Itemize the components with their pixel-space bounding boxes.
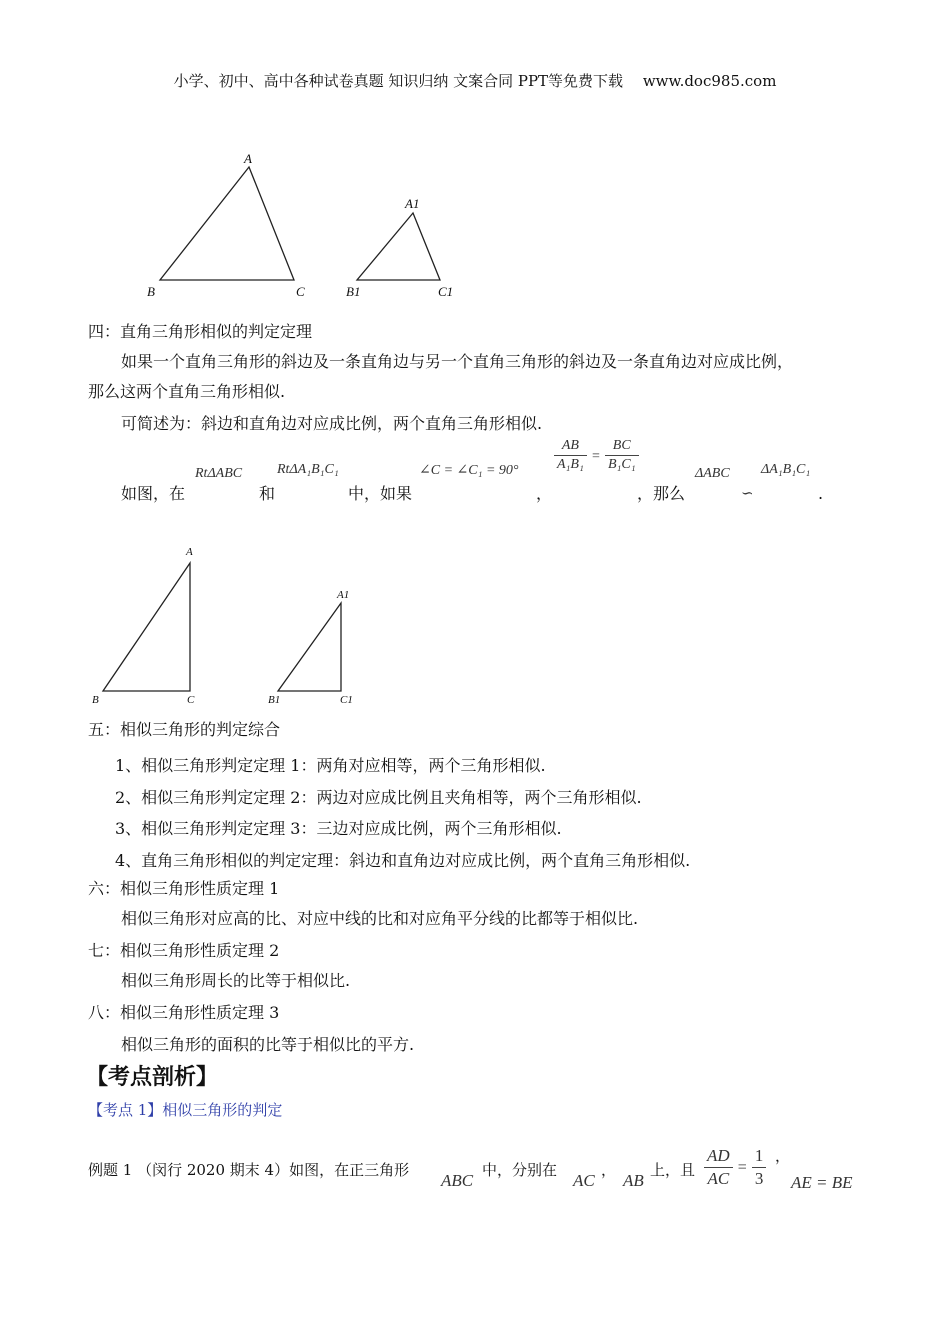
math-rt-a1b1c1: RtΔA₁B₁C₁	[277, 462, 339, 477]
section4-line3-text2: 和	[259, 484, 276, 503]
frac-ab: AB	[554, 437, 587, 456]
section5-title: 五：相似三角形的判定综合	[88, 720, 281, 739]
section4-para1-line1: 如果一个直角三角形的斜边及一条直角边与另一个直角三角形的斜边及一条直角边对应成比例，	[121, 352, 794, 371]
example1-text1: 例题 1 （闵行 2020 期末 4）如图，在正三角形	[88, 1161, 410, 1179]
section4-line3-comma: ，	[536, 484, 553, 503]
section6-title: 六：相似三角形性质定理 1	[88, 879, 280, 898]
frac-3: 3	[754, 1169, 764, 1188]
equals-sign-2: =	[737, 1159, 747, 1176]
math-angle-c: ∠C = ∠C₁ = 90°	[419, 463, 519, 478]
right-triangle-abc	[103, 563, 190, 691]
section4-line3-text5: ，那么	[637, 484, 686, 503]
section5-item-2: 2、相似三角形判定定理 2：两边对应成比例且夹角相等，两个三角形相似.	[115, 788, 642, 807]
label2-c1: C1	[340, 694, 353, 706]
page-header: 小学、初中、高中各种试卷真题 知识归纳 文案合同 PPT等免费下载 www.doc985.com	[173, 72, 777, 90]
section8-title: 八：相似三角形性质定理 3	[88, 1003, 280, 1022]
section4-para2: 可简述为：斜边和直角边对应成比例，两个直角三角形相似.	[121, 414, 543, 433]
label-a: A	[244, 151, 252, 166]
label-b1: B1	[346, 284, 361, 299]
label2-b: B	[92, 694, 99, 706]
section4-title: 四：直角三角形相似的判定定理	[88, 322, 313, 341]
section7-title: 七：相似三角形性质定理 2	[88, 941, 280, 960]
label-c1: C1	[438, 284, 454, 299]
right-triangle-a1b1c1	[278, 603, 341, 691]
math-ac: AC	[573, 1171, 595, 1190]
section5-item-1: 1、相似三角形判定定理 1：两角对应相等，两个三角形相似.	[115, 756, 546, 775]
section8-text: 相似三角形的面积的比等于相似比的平方.	[121, 1035, 415, 1054]
triangle-a1b1c1-top	[357, 213, 440, 280]
section4-para1-line2: 那么这两个直角三角形相似.	[88, 382, 286, 401]
similar-symbol: ∽	[741, 486, 754, 502]
label-a1: A1	[405, 196, 420, 211]
label2-b1: B1	[268, 694, 281, 706]
example1-text2: 中，分别在	[482, 1161, 558, 1179]
math-ab: AB	[623, 1171, 644, 1190]
label-b: B	[147, 284, 155, 299]
math-ae-be: AE = BE	[791, 1173, 853, 1192]
frac-a1b1: A₁B₁	[557, 457, 584, 472]
fraction-ad-ac	[704, 1145, 766, 1190]
label2-a1: A1	[337, 589, 350, 601]
frac-b1c1: B₁C₁	[607, 457, 636, 472]
section4-line3-period: .	[818, 484, 824, 503]
example1-text4: 上，且	[650, 1161, 696, 1179]
math-delta-abc: ΔABC	[695, 466, 730, 481]
frac-ac: AC	[707, 1169, 730, 1188]
section5-item-4: 4、直角三角形相似的判定定理：斜边和直角边对应成比例，两个直角三角形相似.	[115, 851, 691, 870]
frac-ad: AD	[704, 1145, 733, 1168]
frac-1: 1	[752, 1145, 767, 1168]
frac-bc: BC	[605, 437, 639, 456]
math-delta-a1b1c1: ΔA₁B₁C₁	[761, 462, 811, 477]
section4-line3-text1: 如图，在	[121, 484, 186, 503]
example1-comma2: ，	[775, 1147, 791, 1165]
section6-text: 相似三角形对应高的比、对应中线的比和对应角平分线的比都等于相似比.	[121, 909, 639, 928]
math-rt-abc: RtΔABC	[195, 466, 243, 481]
equals-sign: =	[591, 449, 600, 464]
section7-text: 相似三角形周长的比等于相似比.	[121, 971, 351, 990]
label2-c: C	[187, 694, 195, 706]
example1-comma1: ，	[601, 1161, 617, 1179]
point1-heading: 【考点 1】相似三角形的判定	[88, 1101, 283, 1119]
fraction-ratio	[554, 437, 639, 474]
section5-item-3: 3、相似三角形判定定理 3：三边对应成比例，两个三角形相似.	[115, 819, 562, 838]
analysis-heading: 【考点剖析】	[86, 1064, 219, 1090]
triangle-abc-top	[160, 167, 294, 280]
label-c: C	[296, 284, 305, 299]
section4-line3-text3: 中，如果	[348, 484, 413, 503]
math-abc: ABC	[441, 1171, 474, 1190]
label2-a: A	[186, 546, 193, 558]
